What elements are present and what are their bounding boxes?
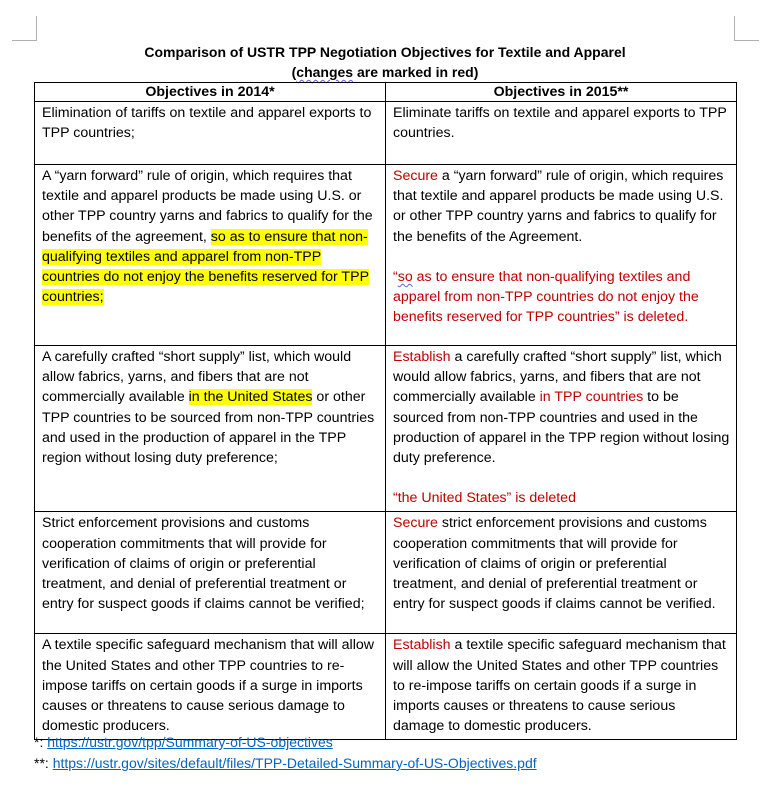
- cell-text: a carefully crafted “short supply” list, which would allow fabrics, yarns, and fibers that are not commercially available: [393, 349, 722, 406]
- spellcheck-word-so[interactable]: so: [397, 268, 413, 285]
- paragraph-gap: [393, 468, 730, 488]
- cell-2015-tariffs[interactable]: Eliminate tariffs on textile and apparel exports to TPP countries.: [386, 102, 737, 165]
- deletion-note-text: as to ensure that non-qualifying textiles and apparel from non-TPP countries do not enjoy the benefits reserved for TPP countries” is deleted.: [393, 268, 699, 326]
- page-corner-marker-right: [734, 16, 759, 41]
- footnote-link-2015[interactable]: https://ustr.gov/sites/default/files/TPP-Detailed-Summary-of-US-Objectives.pdf: [52, 755, 537, 771]
- title-text-a: Comparison of USTR TPP: [144, 44, 320, 60]
- changed-text: Secure: [393, 168, 438, 184]
- changed-text: Secure: [393, 515, 438, 532]
- table-row: [35, 165, 737, 346]
- header-2015: Objectives in 2015**: [386, 83, 737, 102]
- table-row: [35, 512, 737, 634]
- cell-2015-yarn-forward[interactable]: [386, 165, 737, 346]
- footnote-marker: **:: [34, 755, 53, 771]
- footnotes: [34, 732, 537, 774]
- highlighted-text: in the United States: [188, 389, 313, 406]
- cell-2014-short-supply[interactable]: [35, 346, 386, 512]
- cell-text: a “yarn forward” rule of origin, which requires that textile and apparel products be made using U.S. or other TPP country yarns and fabrics to qualify for the benefits of the Agreement.: [393, 168, 724, 245]
- footnote-2015: [34, 753, 537, 774]
- cell-text: strict enforcement provisions and customs cooperation commitments that will provide for verification of claims of origin or preferential treatment, and denial of preferential treatment or entry for suspect goods if claims cannot be verified.: [393, 515, 716, 613]
- table-row: [35, 346, 737, 512]
- changed-text: Establish: [393, 637, 451, 654]
- paragraph-gap: [393, 247, 730, 267]
- cell-2014-tariffs[interactable]: Elimination of tariffs on textile and apparel exports to TPP countries;: [35, 102, 386, 165]
- table-row: [35, 102, 737, 165]
- cell-2014-yarn-forward[interactable]: [35, 165, 386, 346]
- footnote-link-2014[interactable]: https://ustr.gov/tpp/Summary-of-US-objectives: [47, 734, 333, 750]
- title-text-b: Negotiation Objectives for Textile and Apparel: [319, 44, 626, 60]
- objectives-comparison-table: [34, 82, 737, 740]
- deletion-note: “the United States” is deleted: [393, 490, 576, 507]
- footnote-marker: *:: [34, 734, 48, 750]
- title-line-1: [34, 42, 736, 62]
- cell-text: a textile specific safeguard mechanism that will allow the United States and other TPP countries to re-impose tariffs on certain goods if a surge in imports causes or threatens to cause serious damage to domestic producers.: [393, 637, 726, 735]
- quote-mark: “: [393, 268, 398, 285]
- cell-text: A “yarn forward” rule of origin, which requires that textile and apparel products be made using U.S. or other TPP country yarns and fabrics to qualify for the benefits of the agreement,: [42, 168, 373, 245]
- deletion-note: [393, 269, 699, 325]
- cell-text: or other TPP countries to be sourced from non-TPP countries and used in the production of apparel in the TPP region without losing duty preference;: [42, 389, 375, 467]
- cell-text: to be sourced from non-TPP countries and used in the production of apparel in the TPP region without losing duty preference.: [393, 389, 730, 467]
- table-row: [35, 634, 737, 740]
- cell-text: A carefully crafted “short supply” list, which would allow fabrics, yarns, and fibers that are not commercially available: [42, 349, 352, 406]
- title-line-2: [34, 62, 736, 82]
- changed-text: in TPP countries: [539, 389, 644, 406]
- document-title: [34, 42, 736, 82]
- header-2014: Objectives in 2014*: [35, 83, 386, 102]
- footnote-2014: [34, 732, 537, 753]
- cell-2014-enforcement[interactable]: Strict enforcement provisions and customs cooperation commitments that will provide for verification of claims of origin or preferential treatment, and denial of preferential treatment or entry for suspect goods if claims cannot be verified;: [35, 512, 386, 634]
- page-corner-marker-left: [12, 16, 37, 41]
- cell-2014-safeguard[interactable]: A textile specific safeguard mechanism that will allow the United States and other TPP countries to re-impose tariffs on certain goods if a surge in imports causes or threatens to cause serious damage to domestic producers.: [35, 634, 386, 740]
- changed-text: Establish: [393, 349, 451, 365]
- cell-2015-short-supply[interactable]: [386, 346, 737, 512]
- cell-2015-safeguard[interactable]: [386, 634, 737, 740]
- title-paren: (: [291, 64, 297, 80]
- cell-2015-enforcement[interactable]: [386, 512, 737, 634]
- title-text-rest: are marked in red): [353, 64, 479, 80]
- highlighted-text: so as to ensure that non-qualifying textiles and apparel from non-TPP countries do not enjoy the benefits reserved for TPP countries;: [42, 228, 370, 306]
- spellcheck-word-changes[interactable]: changes: [296, 64, 354, 80]
- table-header-row: [35, 83, 737, 102]
